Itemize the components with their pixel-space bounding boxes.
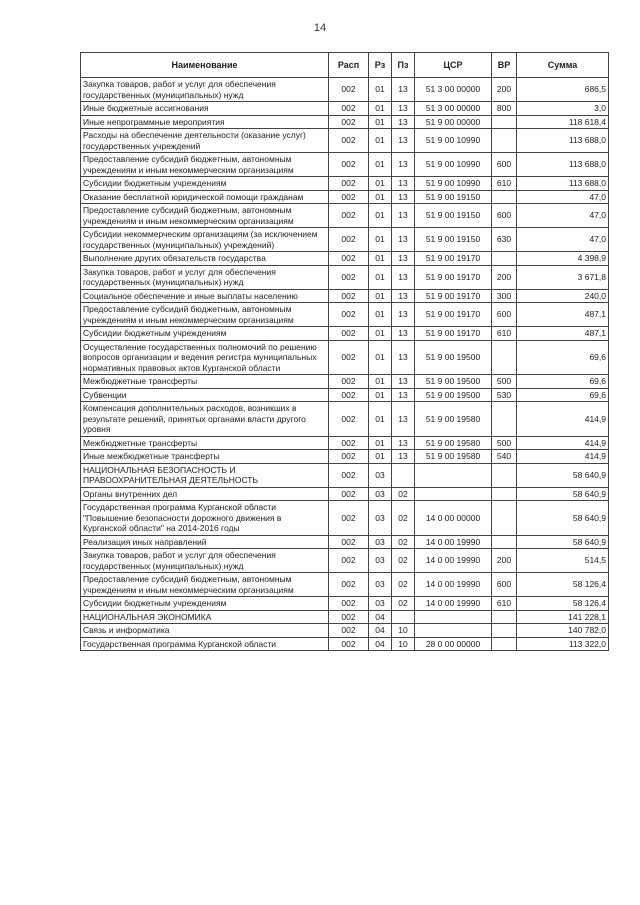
cell-sum: 47,0 bbox=[517, 204, 609, 228]
cell-rasp: 002 bbox=[329, 501, 369, 536]
cell-name: Межбюджетные трансферты bbox=[81, 375, 329, 389]
table-row bbox=[81, 265, 609, 289]
cell-rasp: 002 bbox=[329, 463, 369, 487]
cell-name: Субвенции bbox=[81, 388, 329, 402]
cell-name: Субсидии некоммерческим организациям (за исключением государственных (муниципальных) учреждений) bbox=[81, 228, 329, 252]
cell-name: Государственная программа Курганской области "Повышение безопасности дорожного движения в Курганской области" на 2014-2016 годы bbox=[81, 501, 329, 536]
cell-rasp: 002 bbox=[329, 549, 369, 573]
cell-csr: 51 9 00 00000 bbox=[415, 115, 492, 129]
cell-csr: 51 9 00 19170 bbox=[415, 289, 492, 303]
table-row bbox=[81, 327, 609, 341]
cell-name: НАЦИОНАЛЬНАЯ БЕЗОПАСНОСТЬ И ПРАВООХРАНИТЕЛЬНАЯ ДЕЯТЕЛЬНОСТЬ bbox=[81, 463, 329, 487]
cell-rz: 01 bbox=[369, 252, 392, 266]
cell-rasp: 002 bbox=[329, 204, 369, 228]
cell-vr: 610 bbox=[492, 597, 517, 611]
cell-name: Иные межбюджетные трансферты bbox=[81, 450, 329, 464]
cell-sum: 47,0 bbox=[517, 190, 609, 204]
cell-pz: 13 bbox=[392, 303, 415, 327]
table-body bbox=[81, 78, 609, 651]
cell-name: Реализация иных направлений bbox=[81, 535, 329, 549]
cell-vr: 200 bbox=[492, 549, 517, 573]
cell-csr: 51 9 00 19150 bbox=[415, 228, 492, 252]
table-row bbox=[81, 78, 609, 102]
table-row bbox=[81, 153, 609, 177]
cell-name: Органы внутренних дел bbox=[81, 487, 329, 501]
table-row bbox=[81, 129, 609, 153]
cell-csr: 51 9 00 10990 bbox=[415, 153, 492, 177]
cell-sum: 58 640,9 bbox=[517, 487, 609, 501]
cell-name: Предоставление субсидий бюджетным, автономным учреждениям и иным некоммерческим организациям bbox=[81, 303, 329, 327]
cell-sum: 113 688,0 bbox=[517, 129, 609, 153]
cell-pz: 13 bbox=[392, 190, 415, 204]
cell-pz: 13 bbox=[392, 450, 415, 464]
cell-sum: 58 640,9 bbox=[517, 501, 609, 536]
cell-name: Иные бюджетные ассигнования bbox=[81, 102, 329, 116]
table-row bbox=[81, 597, 609, 611]
cell-vr: 500 bbox=[492, 375, 517, 389]
cell-rasp: 002 bbox=[329, 303, 369, 327]
cell-vr: 600 bbox=[492, 204, 517, 228]
cell-vr bbox=[492, 252, 517, 266]
table-row bbox=[81, 375, 609, 389]
cell-rz: 03 bbox=[369, 463, 392, 487]
cell-rasp: 002 bbox=[329, 610, 369, 624]
column-header-csr: ЦСР bbox=[415, 53, 492, 78]
cell-csr bbox=[415, 624, 492, 638]
cell-name: Расходы на обеспечение деятельности (оказание услуг) государственных учреждений bbox=[81, 129, 329, 153]
cell-sum: 118 618,4 bbox=[517, 115, 609, 129]
cell-rasp: 002 bbox=[329, 436, 369, 450]
cell-rz: 01 bbox=[369, 228, 392, 252]
cell-csr bbox=[415, 463, 492, 487]
cell-sum: 487,1 bbox=[517, 327, 609, 341]
cell-csr: 51 9 00 19150 bbox=[415, 190, 492, 204]
cell-vr bbox=[492, 501, 517, 536]
cell-rasp: 002 bbox=[329, 252, 369, 266]
table-row bbox=[81, 252, 609, 266]
cell-vr bbox=[492, 463, 517, 487]
cell-rz: 01 bbox=[369, 190, 392, 204]
cell-pz: 13 bbox=[392, 289, 415, 303]
cell-rz: 01 bbox=[369, 375, 392, 389]
cell-rz: 01 bbox=[369, 204, 392, 228]
cell-rz: 01 bbox=[369, 388, 392, 402]
cell-csr: 51 9 00 19500 bbox=[415, 375, 492, 389]
cell-name: Иные непрограммные мероприятия bbox=[81, 115, 329, 129]
cell-rasp: 002 bbox=[329, 535, 369, 549]
cell-sum: 514,5 bbox=[517, 549, 609, 573]
cell-csr: 14 0 00 00000 bbox=[415, 501, 492, 536]
table-row bbox=[81, 450, 609, 464]
cell-pz: 02 bbox=[392, 487, 415, 501]
cell-vr bbox=[492, 115, 517, 129]
cell-rz: 01 bbox=[369, 402, 392, 437]
cell-csr: 14 0 00 19990 bbox=[415, 535, 492, 549]
cell-rasp: 002 bbox=[329, 340, 369, 375]
cell-pz: 02 bbox=[392, 501, 415, 536]
cell-csr: 51 9 00 19150 bbox=[415, 204, 492, 228]
cell-sum: 686,5 bbox=[517, 78, 609, 102]
table-row bbox=[81, 637, 609, 651]
cell-rasp: 002 bbox=[329, 78, 369, 102]
cell-pz bbox=[392, 610, 415, 624]
cell-sum: 3,0 bbox=[517, 102, 609, 116]
table-row bbox=[81, 340, 609, 375]
cell-csr: 51 9 00 19170 bbox=[415, 327, 492, 341]
cell-rz: 01 bbox=[369, 289, 392, 303]
cell-csr: 51 9 00 19500 bbox=[415, 388, 492, 402]
cell-csr: 51 9 00 19580 bbox=[415, 402, 492, 437]
cell-name: Закупка товаров, работ и услуг для обеспечения государственных (муниципальных) нужд bbox=[81, 78, 329, 102]
cell-rasp: 002 bbox=[329, 115, 369, 129]
cell-pz: 02 bbox=[392, 597, 415, 611]
table-row bbox=[81, 573, 609, 597]
cell-rasp: 002 bbox=[329, 129, 369, 153]
table-row bbox=[81, 289, 609, 303]
cell-pz: 10 bbox=[392, 624, 415, 638]
cell-rz: 04 bbox=[369, 624, 392, 638]
table-row bbox=[81, 610, 609, 624]
column-header-rasp: Расп bbox=[329, 53, 369, 78]
cell-sum: 69,6 bbox=[517, 340, 609, 375]
cell-pz: 13 bbox=[392, 115, 415, 129]
cell-csr: 51 9 00 19170 bbox=[415, 265, 492, 289]
table-row bbox=[81, 535, 609, 549]
column-header-sum: Сумма bbox=[517, 53, 609, 78]
table-row bbox=[81, 115, 609, 129]
cell-rasp: 002 bbox=[329, 265, 369, 289]
table-row bbox=[81, 436, 609, 450]
cell-name: Межбюджетные трансферты bbox=[81, 436, 329, 450]
cell-pz: 13 bbox=[392, 436, 415, 450]
cell-pz: 13 bbox=[392, 252, 415, 266]
cell-rasp: 002 bbox=[329, 388, 369, 402]
cell-sum: 240,0 bbox=[517, 289, 609, 303]
cell-name: НАЦИОНАЛЬНАЯ ЭКОНОМИКА bbox=[81, 610, 329, 624]
table-row bbox=[81, 388, 609, 402]
cell-rz: 03 bbox=[369, 487, 392, 501]
cell-sum: 58 126,4 bbox=[517, 573, 609, 597]
cell-name: Субсидии бюджетным учреждениям bbox=[81, 597, 329, 611]
cell-rasp: 002 bbox=[329, 450, 369, 464]
cell-pz: 13 bbox=[392, 388, 415, 402]
cell-vr: 610 bbox=[492, 177, 517, 191]
cell-csr: 51 9 00 10990 bbox=[415, 177, 492, 191]
cell-name: Предоставление субсидий бюджетным, автономным учреждениям и иным некоммерческим организациям bbox=[81, 573, 329, 597]
table-row bbox=[81, 402, 609, 437]
table-row bbox=[81, 463, 609, 487]
cell-rz: 01 bbox=[369, 450, 392, 464]
cell-rasp: 002 bbox=[329, 402, 369, 437]
cell-sum: 58 640,9 bbox=[517, 463, 609, 487]
cell-rasp: 002 bbox=[329, 573, 369, 597]
cell-name: Предоставление субсидий бюджетным, автономным учреждениям и иным некоммерческим организациям bbox=[81, 204, 329, 228]
cell-vr: 530 bbox=[492, 388, 517, 402]
column-header-pz: Пз bbox=[392, 53, 415, 78]
cell-sum: 141 228,1 bbox=[517, 610, 609, 624]
cell-vr: 200 bbox=[492, 265, 517, 289]
cell-pz: 13 bbox=[392, 177, 415, 191]
cell-sum: 69,6 bbox=[517, 388, 609, 402]
cell-vr bbox=[492, 402, 517, 437]
cell-csr: 51 9 00 19580 bbox=[415, 436, 492, 450]
cell-rasp: 002 bbox=[329, 190, 369, 204]
cell-rasp: 002 bbox=[329, 637, 369, 651]
cell-pz: 13 bbox=[392, 129, 415, 153]
table-row bbox=[81, 624, 609, 638]
cell-vr bbox=[492, 610, 517, 624]
cell-rz: 03 bbox=[369, 535, 392, 549]
cell-sum: 3 671,8 bbox=[517, 265, 609, 289]
cell-rz: 01 bbox=[369, 78, 392, 102]
table-row bbox=[81, 177, 609, 191]
cell-sum: 113 688,0 bbox=[517, 153, 609, 177]
cell-rz: 03 bbox=[369, 597, 392, 611]
cell-rasp: 002 bbox=[329, 228, 369, 252]
cell-pz: 13 bbox=[392, 340, 415, 375]
budget-table bbox=[80, 52, 609, 651]
cell-vr: 600 bbox=[492, 573, 517, 597]
cell-vr bbox=[492, 190, 517, 204]
cell-vr bbox=[492, 487, 517, 501]
cell-sum: 58 126,4 bbox=[517, 597, 609, 611]
cell-vr: 800 bbox=[492, 102, 517, 116]
cell-rz: 03 bbox=[369, 549, 392, 573]
cell-vr bbox=[492, 624, 517, 638]
cell-sum: 487,1 bbox=[517, 303, 609, 327]
cell-name: Оказание бесплатной юридической помощи гражданам bbox=[81, 190, 329, 204]
cell-pz: 13 bbox=[392, 153, 415, 177]
cell-csr: 51 3 00 00000 bbox=[415, 78, 492, 102]
cell-csr bbox=[415, 610, 492, 624]
cell-name: Выполнение других обязательств государства bbox=[81, 252, 329, 266]
cell-rasp: 002 bbox=[329, 327, 369, 341]
cell-name: Субсидии бюджетным учреждениям bbox=[81, 177, 329, 191]
cell-sum: 140 782,0 bbox=[517, 624, 609, 638]
column-header-name: Наименование bbox=[81, 53, 329, 78]
column-header-rz: Рз bbox=[369, 53, 392, 78]
cell-csr: 14 0 00 19990 bbox=[415, 573, 492, 597]
cell-rasp: 002 bbox=[329, 624, 369, 638]
cell-csr: 51 9 00 10990 bbox=[415, 129, 492, 153]
cell-vr: 610 bbox=[492, 327, 517, 341]
cell-rz: 04 bbox=[369, 610, 392, 624]
cell-name: Компенсация дополнительных расходов, возникших в результате решений, принятых органами власти другого уровня bbox=[81, 402, 329, 437]
cell-sum: 47,0 bbox=[517, 228, 609, 252]
cell-name: Государственная программа Курганской области bbox=[81, 637, 329, 651]
cell-name: Закупка товаров, работ и услуг для обеспечения государственных (муниципальных) нужд bbox=[81, 549, 329, 573]
cell-csr: 51 9 00 19170 bbox=[415, 303, 492, 327]
cell-sum: 113 322,0 bbox=[517, 637, 609, 651]
cell-pz bbox=[392, 463, 415, 487]
table-header-row bbox=[81, 53, 609, 78]
cell-pz: 13 bbox=[392, 327, 415, 341]
cell-name: Связь и информатика bbox=[81, 624, 329, 638]
cell-rz: 01 bbox=[369, 327, 392, 341]
cell-rasp: 002 bbox=[329, 289, 369, 303]
cell-sum: 58 640,9 bbox=[517, 535, 609, 549]
cell-name: Предоставление субсидий бюджетным, автономным учреждениям и иным некоммерческим организациям bbox=[81, 153, 329, 177]
cell-rasp: 002 bbox=[329, 597, 369, 611]
cell-vr: 200 bbox=[492, 78, 517, 102]
cell-vr bbox=[492, 340, 517, 375]
cell-rz: 03 bbox=[369, 501, 392, 536]
cell-rz: 01 bbox=[369, 177, 392, 191]
cell-pz: 10 bbox=[392, 637, 415, 651]
cell-rasp: 002 bbox=[329, 102, 369, 116]
cell-vr: 540 bbox=[492, 450, 517, 464]
cell-name: Социальное обеспечение и иные выплаты населению bbox=[81, 289, 329, 303]
cell-rz: 01 bbox=[369, 153, 392, 177]
cell-csr: 14 0 00 19990 bbox=[415, 549, 492, 573]
table-row bbox=[81, 204, 609, 228]
table-row bbox=[81, 487, 609, 501]
cell-vr: 300 bbox=[492, 289, 517, 303]
page-number: 14 bbox=[313, 22, 327, 34]
cell-sum: 69,6 bbox=[517, 375, 609, 389]
cell-rz: 01 bbox=[369, 303, 392, 327]
cell-sum: 414,9 bbox=[517, 450, 609, 464]
cell-rz: 01 bbox=[369, 102, 392, 116]
cell-name: Осуществление государственных полномочий по решению вопросов организации и ведения регистра муниципальных нормативных правовых актов Курганской области bbox=[81, 340, 329, 375]
cell-pz: 13 bbox=[392, 78, 415, 102]
cell-csr: 51 9 00 19580 bbox=[415, 450, 492, 464]
cell-pz: 13 bbox=[392, 204, 415, 228]
cell-rz: 01 bbox=[369, 436, 392, 450]
table-row bbox=[81, 549, 609, 573]
cell-pz: 13 bbox=[392, 375, 415, 389]
cell-pz: 13 bbox=[392, 228, 415, 252]
cell-rz: 01 bbox=[369, 340, 392, 375]
cell-pz: 02 bbox=[392, 535, 415, 549]
cell-name: Субсидии бюджетным учреждениям bbox=[81, 327, 329, 341]
cell-pz: 02 bbox=[392, 549, 415, 573]
column-header-vr: ВР bbox=[492, 53, 517, 78]
cell-rz: 03 bbox=[369, 573, 392, 597]
cell-rz: 01 bbox=[369, 115, 392, 129]
cell-sum: 4 398,9 bbox=[517, 252, 609, 266]
table-row bbox=[81, 501, 609, 536]
cell-pz: 13 bbox=[392, 265, 415, 289]
cell-rasp: 002 bbox=[329, 153, 369, 177]
cell-pz: 13 bbox=[392, 402, 415, 437]
cell-csr: 51 9 00 19500 bbox=[415, 340, 492, 375]
table-row bbox=[81, 102, 609, 116]
cell-vr: 600 bbox=[492, 153, 517, 177]
cell-vr bbox=[492, 637, 517, 651]
cell-name: Закупка товаров, работ и услуг для обеспечения государственных (муниципальных) нужд bbox=[81, 265, 329, 289]
cell-vr: 600 bbox=[492, 303, 517, 327]
cell-rz: 01 bbox=[369, 265, 392, 289]
cell-rasp: 002 bbox=[329, 177, 369, 191]
cell-csr bbox=[415, 487, 492, 501]
cell-csr: 28 0 00 00000 bbox=[415, 637, 492, 651]
table-row bbox=[81, 303, 609, 327]
cell-vr bbox=[492, 129, 517, 153]
cell-sum: 414,9 bbox=[517, 402, 609, 437]
cell-rz: 04 bbox=[369, 637, 392, 651]
cell-rasp: 002 bbox=[329, 375, 369, 389]
cell-sum: 414,9 bbox=[517, 436, 609, 450]
cell-csr: 14 0 00 19990 bbox=[415, 597, 492, 611]
cell-rz: 01 bbox=[369, 129, 392, 153]
cell-csr: 51 3 00 00000 bbox=[415, 102, 492, 116]
table-row bbox=[81, 228, 609, 252]
cell-sum: 113 688,0 bbox=[517, 177, 609, 191]
cell-vr: 500 bbox=[492, 436, 517, 450]
cell-rasp: 002 bbox=[329, 487, 369, 501]
cell-vr: 630 bbox=[492, 228, 517, 252]
cell-pz: 13 bbox=[392, 102, 415, 116]
cell-vr bbox=[492, 535, 517, 549]
table-row bbox=[81, 190, 609, 204]
cell-pz: 02 bbox=[392, 573, 415, 597]
cell-csr: 51 9 00 19170 bbox=[415, 252, 492, 266]
